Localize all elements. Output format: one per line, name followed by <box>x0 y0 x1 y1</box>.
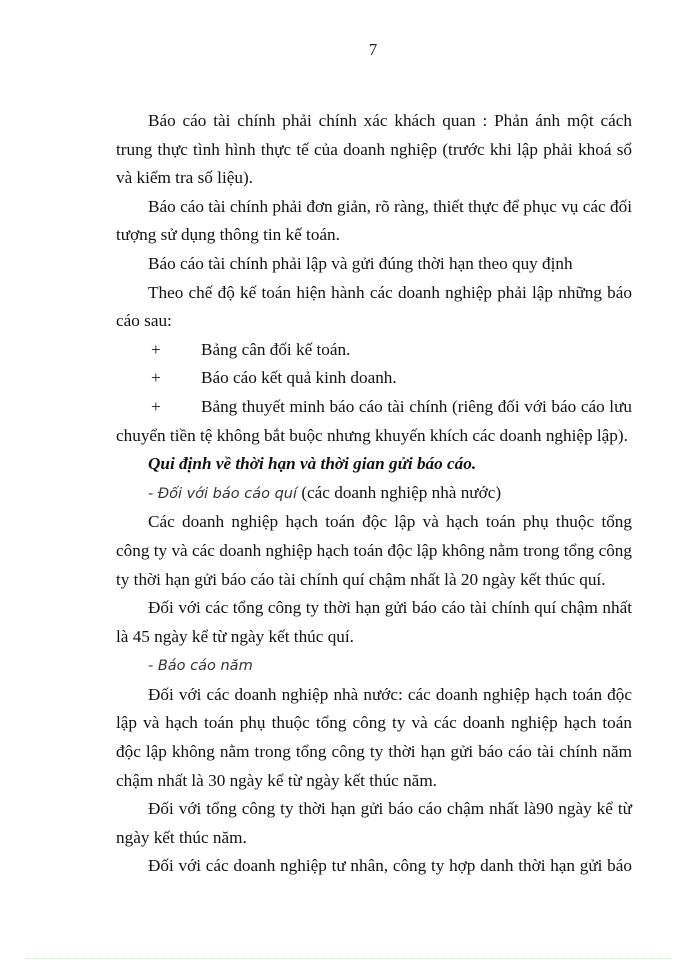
paragraph-accuracy: Báo cáo tài chính phải chính xác khách quan : Phản ánh một cách trung thực tình hình thực tế của doanh nghiệp (trước khi lập phải khoá sổ và kiểm tra số liệu). <box>116 111 632 188</box>
paragraph-annual-state: Đối với các doanh nghiệp nhà nước: các doanh nghiệp hạch toán độc lập và hạch toán phụ thuộc tổng công ty và các doanh nghiệp hạch toán độc lập không nằm trong tổng công ty thời hạn gửi báo cáo tài chính năm chậm nhất là 30 ngày kể từ ngày kết thúc năm. <box>116 684 632 790</box>
paragraph-quarterly-corporations: Đối với các tổng công ty thời hạn gửi báo cáo tài chính quí chậm nhất là 45 ngày kể từ ngày kết thúc quí. <box>116 598 632 646</box>
paragraph-timeliness: Báo cáo tài chính phải lập và gửi đúng thời hạn theo quy định <box>148 253 573 273</box>
plus-bullet-icon: + <box>151 339 161 359</box>
paragraph-quarterly-deadline: Các doanh nghiệp hạch toán độc lập và hạch toán phụ thuộc tổng công ty và các doanh nghiệp hạch toán độc lập không nằm trong tổng công ty thời hạn gửi báo cáo tài chính quí chậm nhất là 20 ngày kết thúc quí. <box>116 512 632 589</box>
list-item-text: Báo cáo kết quả kinh doanh. <box>201 368 397 388</box>
plus-bullet-icon: + <box>151 368 161 388</box>
section-heading: Qui định về thời hạn và thời gian gửi báo cáo. <box>148 454 477 474</box>
paragraph-annual-private: Đối với các doanh nghiệp tư nhân, công ty hợp danh thời hạn gửi báo <box>148 856 632 876</box>
annual-label-line <box>116 651 632 681</box>
quarterly-label-suffix: (các doanh nghiệp nhà nước) <box>297 482 502 502</box>
plus-bullet-icon: + <box>151 396 161 416</box>
quarterly-label: - Đối với báo cáo quí <box>148 485 298 502</box>
list-item <box>116 364 632 393</box>
list-item-text: Bảng cân đối kế toán. <box>201 339 351 359</box>
quarterly-label-line <box>116 479 632 509</box>
list-item <box>116 393 632 450</box>
page-number: 7 <box>368 40 378 59</box>
paragraph-annual-corporations: Đối với tổng công ty thời hạn gửi báo cáo chậm nhất là90 ngày kể từ ngày kết thúc năm. <box>116 799 632 847</box>
paragraph-required-reports: Theo chế độ kế toán hiện hành các doanh nghiệp phải lập những báo cáo sau: <box>116 282 632 331</box>
annual-label: - Báo cáo năm <box>148 658 253 675</box>
page-bottom-divider <box>25 958 670 959</box>
list-item <box>116 336 632 365</box>
paragraph-simplicity: Báo cáo tài chính phải đơn giản, rõ ràng, thiết thực để phục vụ các đối tượng sử dụng thông tin kế toán. <box>116 196 632 245</box>
report-list <box>116 336 632 450</box>
document-body <box>116 107 632 881</box>
list-item-text: Bảng thuyết minh báo cáo tài chính (riêng đối với báo cáo lưu chuyển tiền tệ không bắt buộc nhưng khuyến khích các doanh nghiệp lập). <box>116 396 632 445</box>
